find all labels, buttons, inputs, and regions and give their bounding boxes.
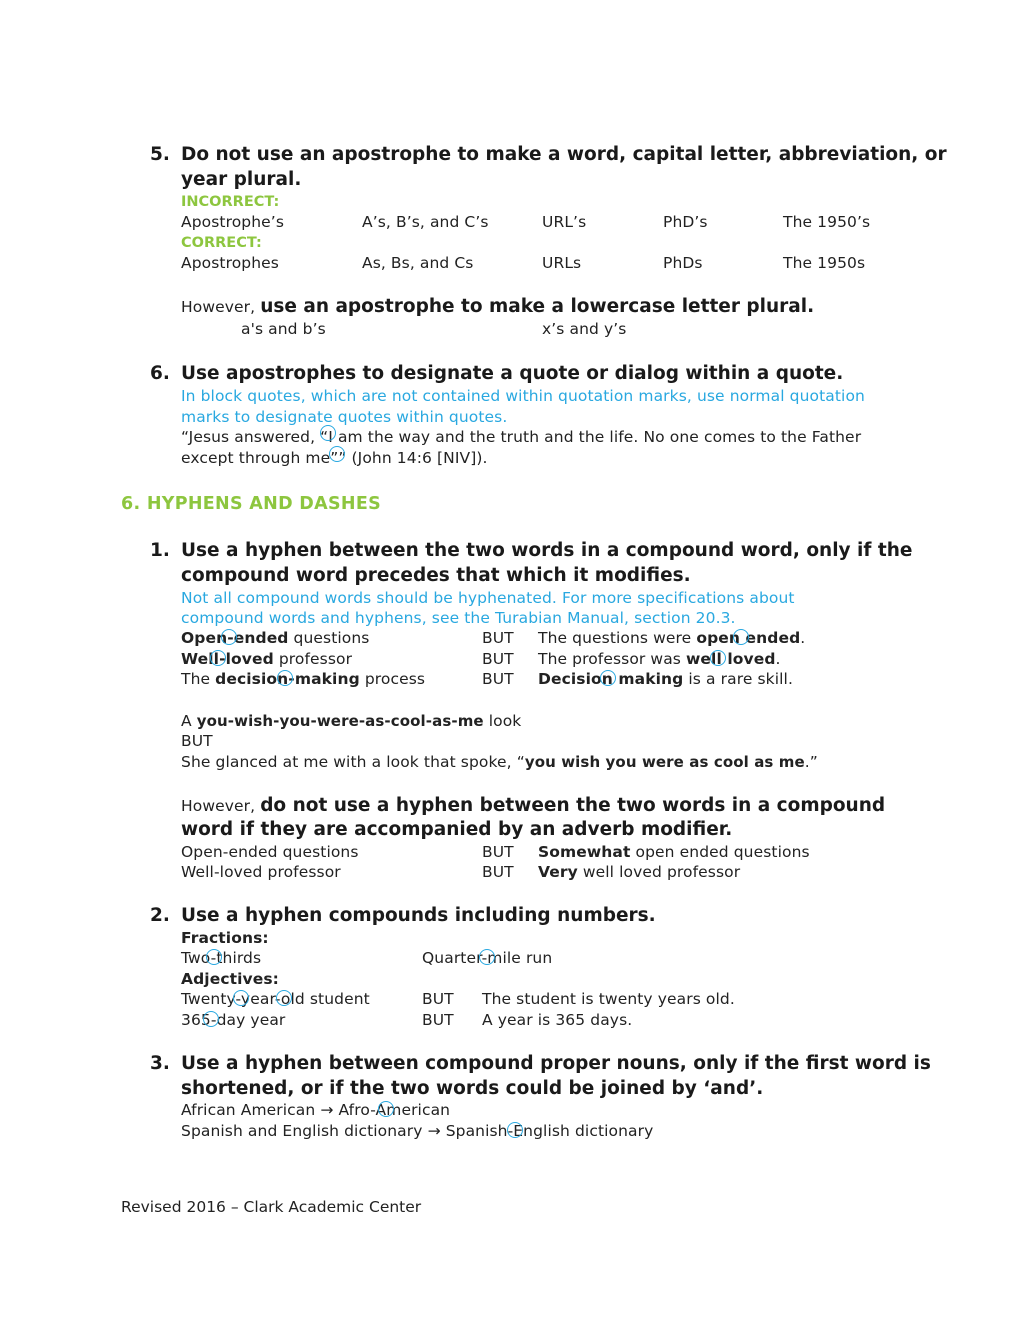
h1-heading-line2: compound word precedes that which it modifies. — [181, 565, 691, 586]
h3-heading-line1: Use a hyphen between compound proper nouns, only if the first word is — [181, 1053, 931, 1074]
but-label: BUT — [482, 670, 514, 688]
highlight-circle — [203, 1011, 219, 1027]
adjective-example-left: Twenty-year-old student — [181, 990, 370, 1008]
highlight-circle — [206, 949, 222, 965]
adjective-example-right: A year is 365 days. — [482, 1011, 633, 1029]
h2-heading: Use a hyphen compounds including numbers. — [181, 905, 656, 926]
highlight-circle — [277, 670, 293, 686]
rule5-heading-line1: Do not use an apostrophe to make a word, capital letter, abbreviation, or — [181, 144, 947, 165]
but-label: BUT — [482, 843, 514, 861]
incorrect-example: A’s, B’s, and C’s — [362, 213, 489, 231]
rule6-note-line1: In block quotes, which are not contained within quotation marks, use normal quotation — [181, 387, 865, 405]
compound-example-right: The questions were open ended. — [538, 629, 806, 647]
lowercase-example: a's and b’s — [241, 320, 326, 338]
adverb-example-right: Somewhat open ended questions — [538, 843, 810, 861]
long-compound-example: A you-wish-you-were-as-cool-as-me look — [181, 712, 522, 730]
highlight-circle — [600, 670, 616, 686]
incorrect-label: INCORRECT: — [181, 194, 280, 210]
highlight-circle — [233, 990, 249, 1006]
rule6-quote-line1: “Jesus answered, “I am the way and the truth and the life. No one comes to the Father — [181, 428, 862, 446]
section-title: 6. HYPHENS AND DASHES — [121, 494, 381, 514]
highlight-circle — [221, 629, 237, 645]
incorrect-example: The 1950’s — [783, 213, 871, 231]
h2-number: 2. — [150, 905, 170, 926]
highlight-circle — [329, 446, 345, 462]
compound-example-right: Decision making is a rare skill. — [538, 670, 793, 688]
adverb-example-right: Very well loved professor — [538, 863, 741, 881]
arrow-icon: → — [320, 1101, 334, 1119]
h3-number: 3. — [150, 1053, 170, 1074]
correct-example: Apostrophes — [181, 254, 279, 272]
incorrect-example: URL’s — [542, 213, 587, 231]
highlight-circle — [733, 629, 749, 645]
proper-noun-example: African American → Afro-American — [181, 1101, 451, 1119]
correct-example: As, Bs, and Cs — [362, 254, 474, 272]
incorrect-example: Apostrophe’s — [181, 213, 284, 231]
incorrect-example: PhD’s — [663, 213, 708, 231]
highlight-circle — [276, 990, 292, 1006]
adjective-example-right: The student is twenty years old. — [482, 990, 735, 1008]
rule6-heading: Use apostrophes to designate a quote or dialog within a quote. — [181, 363, 844, 384]
highlight-circle — [479, 949, 495, 965]
adverb-example-left: Well-loved professor — [181, 863, 341, 881]
compound-example-left: Open-ended questions — [181, 629, 370, 647]
however-adverb-line2: word if they are accompanied by an adverb modifier. — [181, 819, 733, 840]
however-prefix: However, — [181, 298, 261, 316]
rule6-note-line2: marks to designate quotes within quotes. — [181, 408, 508, 426]
however-adverb: However, do not use a hyphen between the two words in a compound — [181, 795, 886, 816]
however-lowercase-rule: use an apostrophe to make a lowercase letter plural. — [260, 296, 815, 317]
highlight-circle — [320, 425, 336, 441]
but-label: BUT — [482, 863, 514, 881]
correct-example: URLs — [542, 254, 582, 272]
adverb-example-left: Open-ended questions — [181, 843, 359, 861]
compound-example-right: The professor was well loved. — [538, 650, 781, 668]
but-label: BUT — [181, 732, 213, 750]
h1-number: 1. — [150, 540, 170, 561]
but-label: BUT — [482, 629, 514, 647]
but-label: BUT — [422, 990, 454, 1008]
compound-example-left: The decision-making process — [181, 670, 426, 688]
rule5-number: 5. — [150, 144, 170, 165]
arrow-icon: → — [427, 1122, 441, 1140]
compound-example-left: Well-loved professor — [181, 650, 353, 668]
correct-example: PhDs — [663, 254, 703, 272]
adjective-example-left: 365-day year — [181, 1011, 286, 1029]
proper-noun-example: Spanish and English dictionary → Spanish-English dictionary — [181, 1122, 654, 1140]
correct-example: The 1950s — [783, 254, 866, 272]
fraction-example: Quarter-mile run — [422, 949, 553, 967]
lowercase-example: x’s and y’s — [542, 320, 627, 338]
highlight-circle — [378, 1101, 394, 1117]
adjectives-label: Adjectives: — [181, 970, 279, 988]
rule5-heading-line2: year plural. — [181, 169, 302, 190]
fractions-label: Fractions: — [181, 929, 269, 947]
highlight-circle — [210, 650, 226, 666]
correct-label: CORRECT: — [181, 235, 262, 251]
footer: Revised 2016 – Clark Academic Center — [121, 1198, 422, 1216]
highlight-circle — [507, 1122, 523, 1138]
long-compound-counter-example: She glanced at me with a look that spoke, “you wish you were as cool as me.” — [181, 753, 818, 771]
but-label: BUT — [482, 650, 514, 668]
rule6-number: 6. — [150, 363, 170, 384]
h1-note-line2: compound words and hyphens, see the Turabian Manual, section 20.3. — [181, 609, 736, 627]
h1-heading-line1: Use a hyphen between the two words in a compound word, only if the — [181, 540, 913, 561]
fraction-example: Two-thirds — [181, 949, 262, 967]
h3-heading-line2: shortened, or if the two words could be joined by ‘and’. — [181, 1078, 764, 1099]
rule6-quote-line2: except through me”” (John 14:6 [NIV]). — [181, 449, 488, 467]
but-label: BUT — [422, 1011, 454, 1029]
h1-note-line1: Not all compound words should be hyphenated. For more specifications about — [181, 589, 795, 607]
highlight-circle — [710, 650, 726, 666]
however-lowercase — [181, 295, 814, 320]
